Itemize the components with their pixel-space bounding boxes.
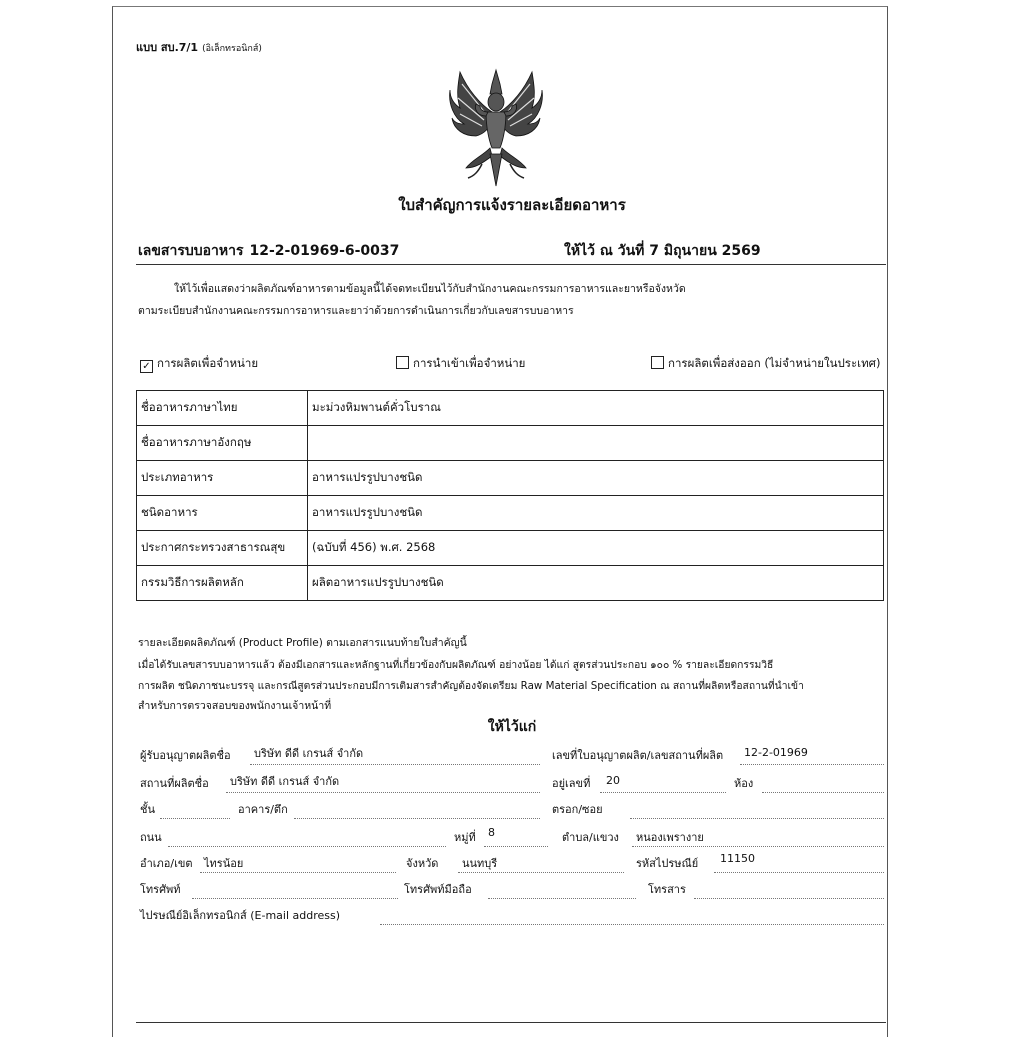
licensee-value: บริษัท ดีดี เกรนส์ จำกัด	[254, 747, 364, 760]
checkbox-label: การนำเข้าเพื่อจำหน่าย	[413, 356, 526, 370]
row-value: มะม่วงหิมพานต์คั่วโบราณ	[308, 391, 884, 426]
addr-no-label: อยู่เลขที่	[552, 777, 591, 790]
mobile-label: โทรศัพท์มือถือ	[404, 883, 472, 896]
email-underline	[380, 924, 884, 925]
document-title: ใบสำคัญการแจ้งรายละเอียดอาหาร	[398, 196, 626, 214]
table-row	[137, 426, 884, 461]
license-no-value: 12-2-01969	[744, 746, 808, 759]
soi-underline	[630, 818, 884, 819]
row-value: (ฉบับที่ 456) พ.ศ. 2568	[308, 531, 884, 566]
addr-no-underline	[600, 792, 726, 793]
row-label: ชื่ออาหารภาษาอังกฤษ	[137, 426, 308, 461]
food-reg-label: เลขสารบบอาหาร	[138, 243, 244, 259]
fax-underline	[694, 898, 884, 899]
room-underline	[762, 792, 884, 793]
province-value: นนทบุรี	[462, 857, 498, 870]
floor-underline	[160, 818, 230, 819]
intro-line-1: ให้ไว้เพื่อแสดงว่าผลิตภัณฑ์อาหารตามข้อมูลนี้ได้จดทะเบียนไว้กับสำนักงานคณะกรรมการอาหารและยาหรือจังหวัด	[174, 283, 686, 295]
give-to-heading: ให้ไว้แก่	[487, 719, 537, 735]
footer-divider	[136, 1022, 886, 1023]
profile-line-1: รายละเอียดผลิตภัณฑ์ (Product Profile) ตามเอกสารแนบท้ายใบสำคัญนี้	[138, 637, 467, 649]
province-label: จังหวัด	[406, 857, 439, 870]
province-underline	[458, 872, 624, 873]
row-label: กรรมวิธีการผลิตหลัก	[137, 566, 308, 601]
moo-underline	[484, 846, 548, 847]
table-row	[137, 531, 884, 566]
floor-label: ชั้น	[140, 803, 155, 816]
table-row	[137, 461, 884, 496]
form-code-text: แบบ สบ.7/1	[136, 41, 199, 54]
row-value	[308, 426, 884, 461]
road-label: ถนน	[140, 831, 162, 844]
moo-value: 8	[488, 826, 495, 839]
postcode-value: 11150	[720, 852, 755, 865]
moo-label: หมู่ที่	[454, 831, 476, 844]
site-value: บริษัท ดีดี เกรนส์ จำกัด	[230, 775, 340, 788]
email-label: ไปรษณีย์อิเล็กทรอนิกส์ (E-mail address)	[140, 909, 341, 922]
intro-line-2: ตามระเบียบสำนักงานคณะกรรมการอาหารและยาว่าด้วยการดำเนินการเกี่ยวกับเลขสารบบอาหาร	[138, 305, 574, 317]
subdistrict-underline	[632, 846, 884, 847]
soi-label: ตรอก/ซอย	[552, 803, 603, 816]
site-label: สถานที่ผลิตชื่อ	[140, 777, 209, 790]
building-underline	[294, 818, 540, 819]
profile-line-4: สำหรับการตรวจสอบของพนักงานเจ้าหน้าที่	[138, 700, 332, 712]
postcode-label: รหัสไปรษณีย์	[636, 857, 699, 870]
form-code	[136, 38, 262, 56]
row-value: ผลิตอาหารแปรรูปบางชนิด	[308, 566, 884, 601]
row-label: ประเภทอาหาร	[137, 461, 308, 496]
site-underline	[226, 792, 540, 793]
addr-no-value: 20	[606, 774, 620, 787]
fax-label: โทรสาร	[648, 883, 686, 896]
profile-line-2: เมื่อได้รับเลขสารบบอาหารแล้ว ต้องมีเอกสารและหลักฐานที่เกี่ยวข้องกับผลิตภัณฑ์ อย่างน้อย ได้แก่ สูตรส่วนประกอบ ๑๐๐ % รายละเอียดกรรมวิธี	[138, 659, 774, 671]
building-label: อาคาร/ตึก	[238, 803, 288, 816]
row-label: ชนิดอาหาร	[137, 496, 308, 531]
checkbox-empty-icon[interactable]	[651, 356, 664, 369]
food-reg-value: 12-2-01969-6-0037	[249, 243, 400, 259]
phone-underline	[192, 898, 398, 899]
table-row	[137, 391, 884, 426]
license-no-label: เลขที่ใบอนุญาตผลิต/เลขสถานที่ผลิต	[552, 749, 724, 762]
mobile-underline	[488, 898, 636, 899]
postcode-underline	[714, 872, 884, 873]
phone-label: โทรศัพท์	[140, 883, 181, 896]
checkbox-checked-icon[interactable]: ✓	[140, 360, 153, 373]
header-divider	[136, 264, 886, 265]
checkbox-label: การผลิตเพื่อส่งออก (ไม่จำหน่ายในประเทศ)	[668, 356, 881, 370]
table-row	[137, 496, 884, 531]
district-value: ไทรน้อย	[204, 857, 244, 870]
checkbox-empty-icon[interactable]	[396, 356, 409, 369]
row-label: ประกาศกระทรวงสาธารณสุข	[137, 531, 308, 566]
food-info-table	[136, 390, 884, 601]
row-value: อาหารแปรรูปบางชนิด	[308, 496, 884, 531]
district-label: อำเภอ/เขต	[140, 857, 193, 870]
license-no-underline	[740, 764, 884, 765]
form-code-note: (อิเล็กทรอนิกส์)	[202, 44, 262, 54]
row-label: ชื่ออาหารภาษาไทย	[137, 391, 308, 426]
checkbox-import-sale[interactable]	[396, 355, 525, 373]
checkbox-production-export[interactable]	[651, 355, 880, 373]
licensee-underline	[250, 764, 540, 765]
checkbox-label: การผลิตเพื่อจำหน่าย	[157, 356, 259, 370]
checkbox-production-sale[interactable]	[140, 355, 258, 373]
subdistrict-label: ตำบล/แขวง	[562, 831, 619, 844]
garuda-emblem-icon	[446, 64, 546, 188]
table-row	[137, 566, 884, 601]
profile-line-3: การผลิต ชนิดภาชนะบรรจุ และกรณีสูตรส่วนประกอบมีการเติมสารสำคัญต้องจัดเตรียม Raw Material Specification ณ สถานที่ผลิตหรือสถานที่นำเข้า	[138, 680, 804, 692]
row-value: อาหารแปรรูปบางชนิด	[308, 461, 884, 496]
food-reg-number	[138, 240, 399, 262]
subdistrict-value: หนองเพรางาย	[636, 831, 704, 844]
licensee-label: ผู้รับอนุญาตผลิตชื่อ	[140, 749, 231, 762]
issue-date: ให้ไว้ ณ วันที่ 7 มิถุนายน 2569	[564, 243, 761, 259]
district-underline	[200, 872, 396, 873]
road-underline	[168, 846, 446, 847]
room-label: ห้อง	[734, 777, 754, 790]
